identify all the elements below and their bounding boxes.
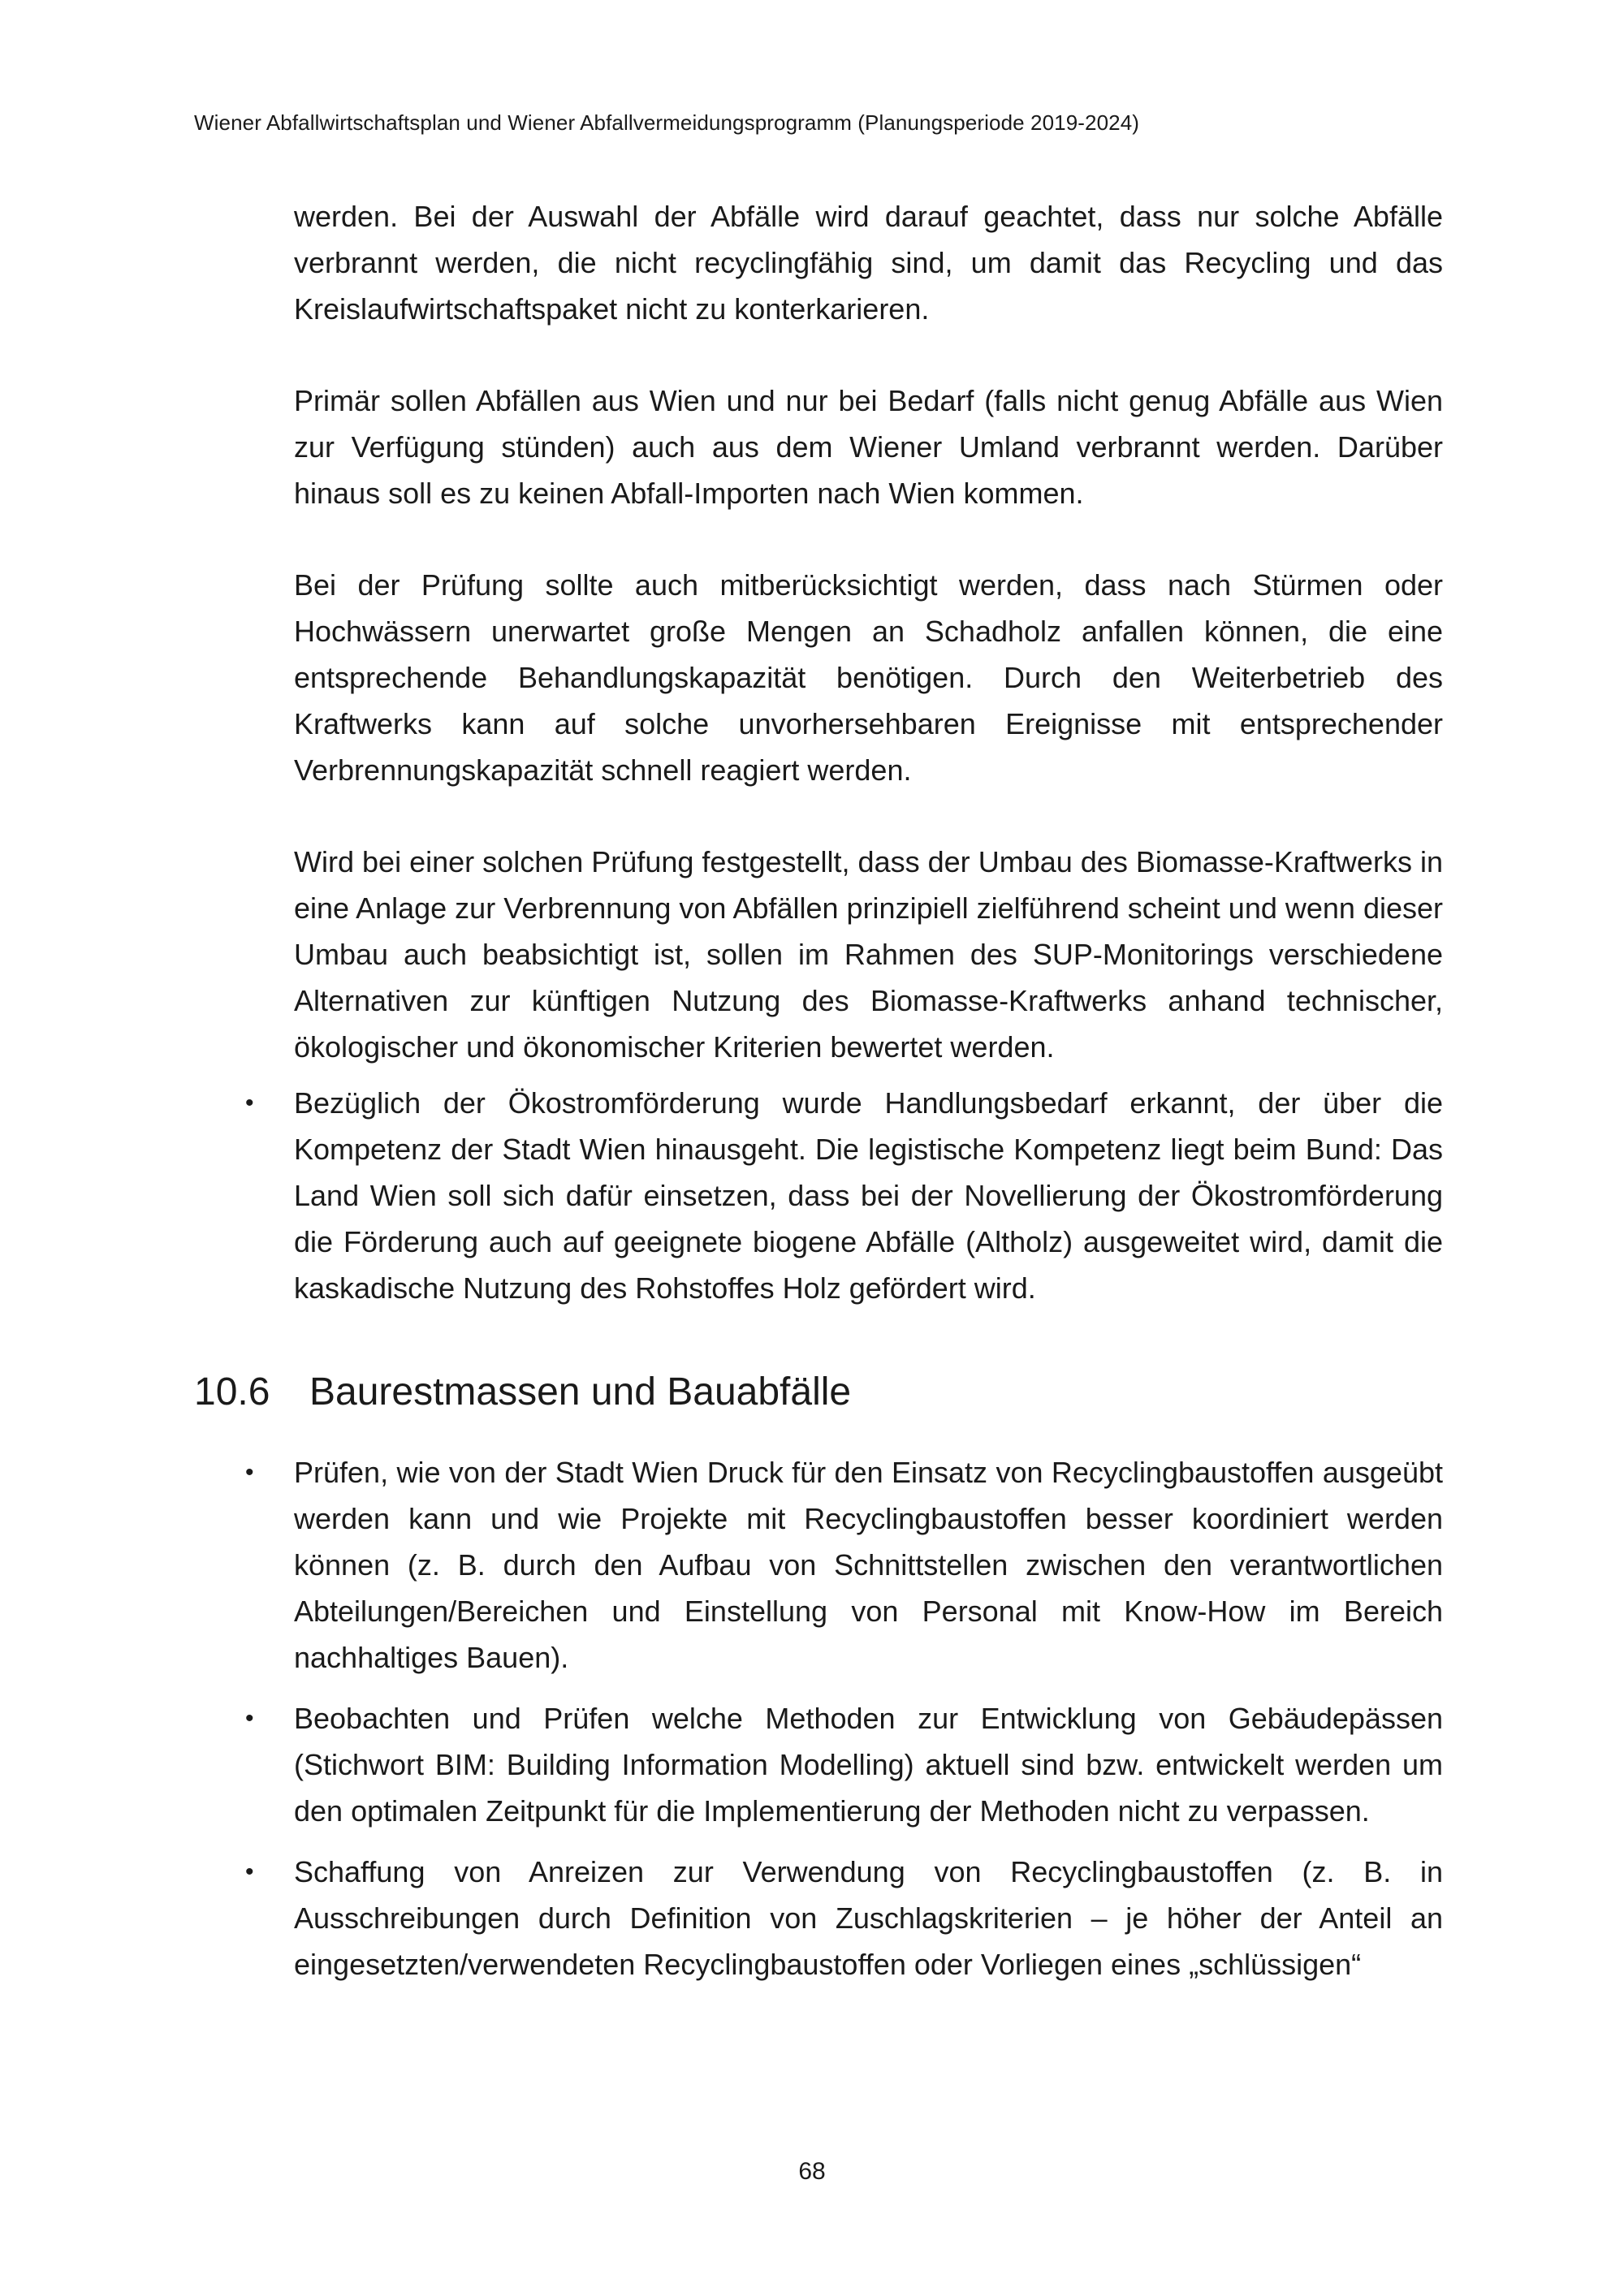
list-item-text: Beobachten und Prüfen welche Methoden zur Entwicklung von Gebäudepässen (Stichwort BIM: Building Information Modelling) aktuell sind bzw. entwickelt werden um den optimalen Zeitpunkt für die Implementierung der Methoden nicht zu verpassen. [294,1702,1443,1828]
list-item [245,1849,1443,1987]
section-title: Baurestmassen und Bauabfälle [309,1370,852,1413]
bullet-icon: • [245,1090,254,1116]
section-number: 10.6 [194,1370,270,1413]
running-header: Wiener Abfallwirtschaftsplan und Wiener Abfallvermeidungsprogramm (Planungsperiode 2019-2024) [194,110,1140,135]
page-body [194,193,1443,2002]
bullet-icon: • [245,1705,254,1732]
page-number: 68 [798,2158,826,2185]
paragraph: Bei der Prüfung sollte auch mitberücksichtigt werden, dass nach Stürmen oder Hochwässern unerwartet große Mengen an Schadholz anfallen können, die eine entsprechende Behandlungskapazität benötigen. Durch den Weiterbetrieb des Kraftwerks kann auf solche unvorhersehbaren Ereignisse mit entsprechender Verbrennungskapazität schnell reagiert werden. [294,568,1443,787]
paragraph: Wird bei einer solchen Prüfung festgestellt, dass der Umbau des Biomasse-Kraftwerks in eine Anlage zur Verbrennung von Abfällen prinzipiell zielführend scheint und wenn dieser Umbau auch beabsichtigt ist, sollen im Rahmen des SUP-Monitorings verschiedene Alternativen zur künftigen Nutzung des Biomasse-Kraftwerks anhand technischer, ökologischer und ökonomischer Kriterien bewertet werden. [294,845,1443,1064]
section-heading [194,1366,1343,1418]
paragraph: Primär sollen Abfällen aus Wien und nur bei Bedarf (falls nicht genug Abfälle aus Wien zur Verfügung stünden) auch aus dem Wiener Umland verbrannt werden. Darüber hinaus soll es zu keinen Abfall-Importen nach Wien kommen. [294,384,1443,510]
paragraph: werden. Bei der Auswahl der Abfälle wird darauf geachtet, dass nur solche Abfälle verbrannt werden, die nicht recyclingfähig sind, um damit das Recycling und das Kreislaufwirtschaftspaket nicht zu konterkarieren. [294,200,1443,326]
list-item [245,1695,1443,1834]
list-item [245,1080,1443,1311]
list-item-text: Prüfen, wie von der Stadt Wien Druck für den Einsatz von Recyclingbaustoffen ausgeübt werden kann und wie Projekte mit Recyclingbaustoffen besser koordiniert werden können (z. B. durch den Aufbau von Schnittstellen zwischen den verantwortlichen Abteilungen/Bereichen und Einstellung von Personal mit Know-How im Bereich nachhaltiges Bauen). [294,1456,1443,1674]
bullet-icon: • [245,1858,254,1885]
bullet-icon: • [245,1459,254,1486]
list-item-text: Bezüglich der Ökostromförderung wurde Handlungsbedarf erkannt, der über die Kompetenz der Stadt Wien hinausgeht. Die legistische Kompetenz liegt beim Bund: Das Land Wien soll sich dafür einsetzen, dass bei der Novellierung der Ökostromförderung die Förderung auch auf geeignete biogene Abfälle (Altholz) ausgeweitet wird, damit die kaskadische Nutzung des Rohstoffes Holz gefördert wird. [294,1086,1443,1305]
list-item-text: Schaffung von Anreizen zur Verwendung von Recyclingbaustoffen (z. B. in Ausschreibungen durch Definition von Zuschlagskriterien – je höher der Anteil an eingesetzten/verwendeten Recyclingbaustoffen oder Vorliegen eines „schlüssigen“ [294,1855,1443,1981]
list-item [245,1449,1443,1681]
